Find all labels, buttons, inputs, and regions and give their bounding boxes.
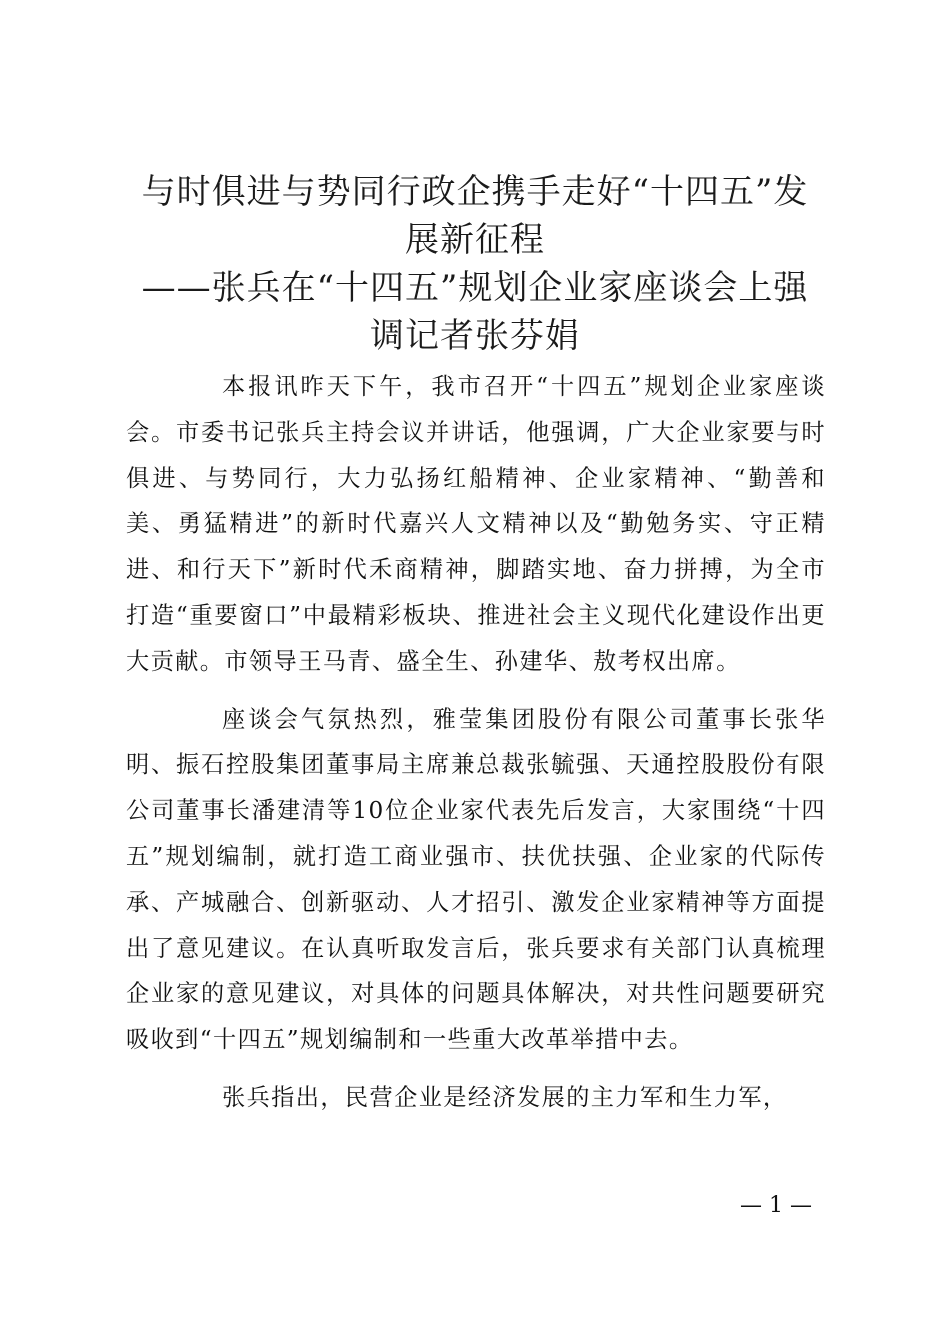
title-line-2: 展新征程 [405, 220, 545, 260]
page-number: — 1 — [740, 1193, 812, 1218]
paragraph: 张兵指出，民营企业是经济发展的主力军和生力军， [222, 1083, 788, 1111]
subtitle-line-2: 调记者张芬娟 [370, 316, 580, 356]
title-line-1: 与时俱进与势同行政企携手走好“十四五”发 [141, 172, 809, 212]
article-title [120, 168, 830, 360]
paragraph: 座谈会气氛热烈，雅莹集团股份有限公司董事长张华明、振石控股集团董事局主席兼总裁张毓强、天通控股股份有限公司董事长潘建清等10位企业家代表先后发言，大家围绕“十四五”规划编制，就打造工商业强市、扶优扶强、企业家的代际传承、产城融合、创新驱动、人才招引、激发企业家精神等方面提出了意见建议。在认真听取发言后，张兵要求有关部门认真梳理企业家的意见建议，对具体的问题具体解决，对共性问题要研究吸收到“十四五”规划编制和一些重大改革举措中去。 [126, 705, 826, 1054]
article-body [126, 364, 826, 1133]
paragraph: 本报讯昨天下午，我市召开“十四五”规划企业家座谈会。市委书记张兵主持会议并讲话，他强调，广大企业家要与时俱进、与势同行，大力弘扬红船精神、企业家精神、“勤善和美、勇猛精进”的新时代嘉兴人文精神以及“勤勉务实、守正精进、和行天下”新时代禾商精神，脚踏实地、奋力拼搏，为全市打造“重要窗口”中最精彩板块、推进社会主义现代化建设作出更大贡献。市领导王马青、盛全生、孙建华、敖考权出席。 [126, 373, 826, 675]
subtitle-line-1: ——张兵在“十四五”规划企业家座谈会上强 [141, 268, 809, 308]
